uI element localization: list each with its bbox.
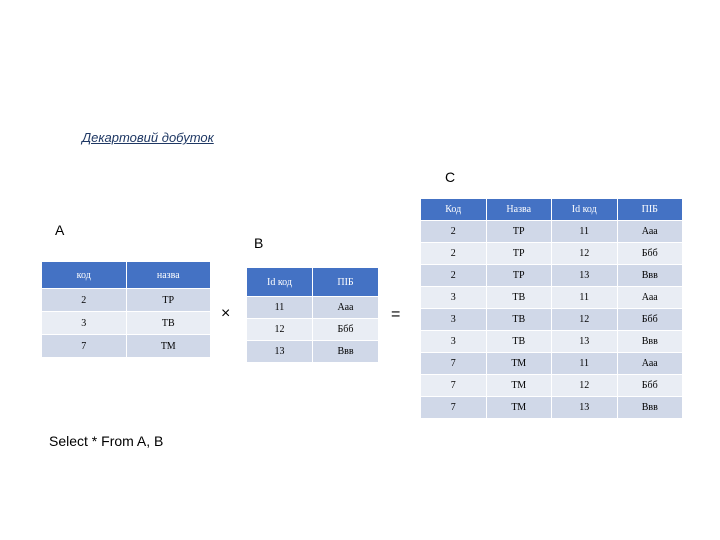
column-header: Назва xyxy=(486,199,552,221)
table-cell: 12 xyxy=(247,319,313,341)
table-cell: Ввв xyxy=(313,341,379,363)
table-row xyxy=(247,319,379,341)
table-cell: 11 xyxy=(552,287,618,309)
table-cell: Ааа xyxy=(617,221,683,243)
sql-query: Select * From A, B xyxy=(49,433,164,449)
table-cell: 7 xyxy=(421,353,487,375)
table-cell: 11 xyxy=(552,353,618,375)
column-header: код xyxy=(42,262,127,289)
table-cell: Ааа xyxy=(617,287,683,309)
table-header-row xyxy=(42,262,211,289)
table-cell: 2 xyxy=(421,265,487,287)
table-cell: ТМ xyxy=(486,397,552,419)
table-cell: 7 xyxy=(421,397,487,419)
table-cell: 11 xyxy=(552,221,618,243)
column-header: Id код xyxy=(552,199,618,221)
table-cell: ТВ xyxy=(126,312,211,335)
column-header: Id код xyxy=(247,268,313,297)
table-cell: 2 xyxy=(421,221,487,243)
column-header: Код xyxy=(421,199,487,221)
table-cell: Ввв xyxy=(617,331,683,353)
table-cell: 12 xyxy=(552,243,618,265)
table-cell: ТР xyxy=(486,221,552,243)
table-row xyxy=(421,221,683,243)
table-header-row xyxy=(421,199,683,221)
table-row xyxy=(247,297,379,319)
table-row xyxy=(421,265,683,287)
column-header: назва xyxy=(126,262,211,289)
table-cell: ТМ xyxy=(126,335,211,358)
table-cell: Ааа xyxy=(617,353,683,375)
column-header: ПІБ xyxy=(313,268,379,297)
table-cell: 12 xyxy=(552,309,618,331)
table-cell: Ввв xyxy=(617,397,683,419)
table-row xyxy=(421,397,683,419)
table-row xyxy=(421,287,683,309)
table-cell: Ббб xyxy=(617,375,683,397)
table-cell: 13 xyxy=(552,265,618,287)
table-cell: 13 xyxy=(552,331,618,353)
table-row xyxy=(421,309,683,331)
table-cell: ТВ xyxy=(486,331,552,353)
table-row xyxy=(421,375,683,397)
table-cell: ТР xyxy=(486,243,552,265)
table-cell: Ввв xyxy=(617,265,683,287)
table-cell: 13 xyxy=(247,341,313,363)
table-cell: Ааа xyxy=(313,297,379,319)
table-row xyxy=(421,353,683,375)
table-b xyxy=(246,267,379,363)
table-cell: Ббб xyxy=(313,319,379,341)
table-cell: Ббб xyxy=(617,309,683,331)
table-cell: Ббб xyxy=(617,243,683,265)
table-cell: 13 xyxy=(552,397,618,419)
table-cell: 7 xyxy=(42,335,127,358)
table-cell: 3 xyxy=(421,309,487,331)
table-cell: 11 xyxy=(247,297,313,319)
table-row xyxy=(421,243,683,265)
table-row xyxy=(421,331,683,353)
table-cell: 3 xyxy=(42,312,127,335)
table-cell: ТМ xyxy=(486,353,552,375)
table-cell: ТВ xyxy=(486,287,552,309)
table-cell: 3 xyxy=(421,331,487,353)
table-cell: ТВ xyxy=(486,309,552,331)
table-cell: ТР xyxy=(126,289,211,312)
table-cell: ТР xyxy=(486,265,552,287)
table-row xyxy=(42,312,211,335)
table-a xyxy=(41,261,211,358)
table-cell: ТМ xyxy=(486,375,552,397)
table-cell: 2 xyxy=(42,289,127,312)
table-row xyxy=(42,335,211,358)
table-cell: 3 xyxy=(421,287,487,309)
equals-operator: = xyxy=(391,306,401,323)
table-header-row xyxy=(247,268,379,297)
table-c xyxy=(420,198,683,419)
table-b-label: B xyxy=(254,235,264,251)
times-operator: × xyxy=(221,305,231,322)
table-c-label: C xyxy=(445,169,456,185)
table-cell: 7 xyxy=(421,375,487,397)
slide-title: Декартовий добуток xyxy=(82,130,214,145)
table-cell: 12 xyxy=(552,375,618,397)
table-row xyxy=(247,341,379,363)
table-a-label: A xyxy=(55,222,65,238)
column-header: ПІБ xyxy=(617,199,683,221)
table-cell: 2 xyxy=(421,243,487,265)
table-row xyxy=(42,289,211,312)
